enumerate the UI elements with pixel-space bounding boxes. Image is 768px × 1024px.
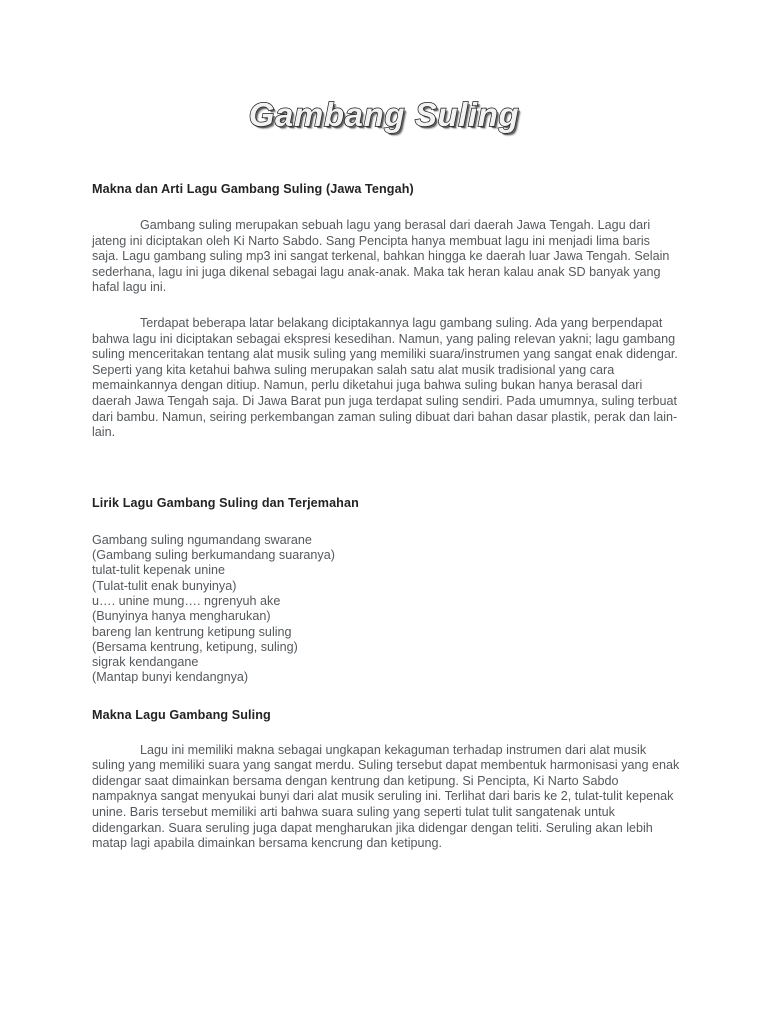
spacer [92,296,680,316]
paragraph-makna-arti-1: Gambang suling merupakan sebuah lagu yang berasal dari daerah Jawa Tengah. Lagu dari jateng ini diciptakan oleh Ki Narto Sabdo. Sang Pencipta hanya membuat lagu ini menjadi lima baris saja. Lagu gambang suling mp3 ini sangat terkenal, bahkan hingga ke daerah luar Jawa Tengah. Selain sederhana, lagu ini juga dikenal sebagai lagu anak-anak. Maka tak heran kalau anak SD banyak yang hafal lagu ini. [92,218,670,295]
lyric-line: (Tulat-tulit enak bunyinya) [92,578,237,593]
document-title-container [0,96,768,134]
lyric-line: (Gambang suling berkumandang suaranya) [92,548,335,563]
lyric-line: (Bunyinya hanya mengharukan) [92,609,271,624]
spacer [92,197,680,218]
lyrics-list [92,533,680,686]
lyric-line: (Bersama kentrung, ketipung, suling) [92,639,298,654]
spacer [92,723,680,743]
spacer [92,686,680,708]
spacer [92,441,680,496]
spacer [92,511,680,533]
lyric-line: (Mantap bunyi kendangnya) [92,670,249,685]
lyric-line: tulat-tulit kepenak unine [92,563,226,578]
paragraph-makna-lagu: Lagu ini memiliki makna sebagai ungkapan kekaguman terhadap instrumen dari alat musik suling yang memiliki suara yang sangat merdu. Suling tersebut dapat membentuk harmonisasi yang enak didengar saat dimainkan bersama dengan kentrung dan ketipung. Si Pencipta, Ki Narto Sabdo nampaknya sangat menyukai bunyi dari alat musik seruling ini. Terlihat dari baris ke 2, tulat-tulit kepenak unine. Baris tersebut memiliki arti bahwa suara suling yang seperti tulat tulit sangatenak untuk didengarkan. Suara seruling juga dapat mengharukan jika didengar dengan teliti. Seruling akan lebih matap lagi apabila dimainkan bersama kencrung dan ketipung. [92,742,680,851]
lyric-line: bareng lan kentrung ketipung suling [92,624,292,639]
document-body [92,182,680,852]
section-heading-makna-arti: Makna dan Arti Lagu Gambang Suling (Jawa Tengah) [92,182,414,196]
lyric-line: sigrak kendangane [92,655,199,670]
lyric-line: u…. unine mung…. ngrenyuh ake [92,593,281,608]
section-heading-lirik: Lirik Lagu Gambang Suling dan Terjemahan [92,495,359,510]
paragraph-makna-arti-2: Terdapat beberapa latar belakang diciptakannya lagu gambang suling. Ada yang berpendapat bahwa lagu ini diciptakan sebagai ekspresi kesedihan. Namun, yang paling relevan yakni; lagu gambang suling menceritakan tentang alat musik suling yang memiliki suara/instrumen yang sangat enak didengar. Seperti yang kita ketahui bahwa suling merupakan salah satu alat musik tradisional yang cara memainkannya dengan ditiup. Namun, perlu diketahui juga bahwa suling bukan hanya berasal dari daerah Jawa Tengah saja. Di Jawa Barat pun juga terdapat suling sendiri. Pada umumnya, suling terbuat dari bambu. Namun, seiring perkembangan zaman suling dibuat dari bahan dasar plastik, perak dan lain-lain. [92,315,678,440]
page-title: Gambang Suling [248,96,520,133]
section-heading-makna-lagu: Makna Lagu Gambang Suling [92,707,271,722]
lyric-line: Gambang suling ngumandang swarane [92,532,312,547]
